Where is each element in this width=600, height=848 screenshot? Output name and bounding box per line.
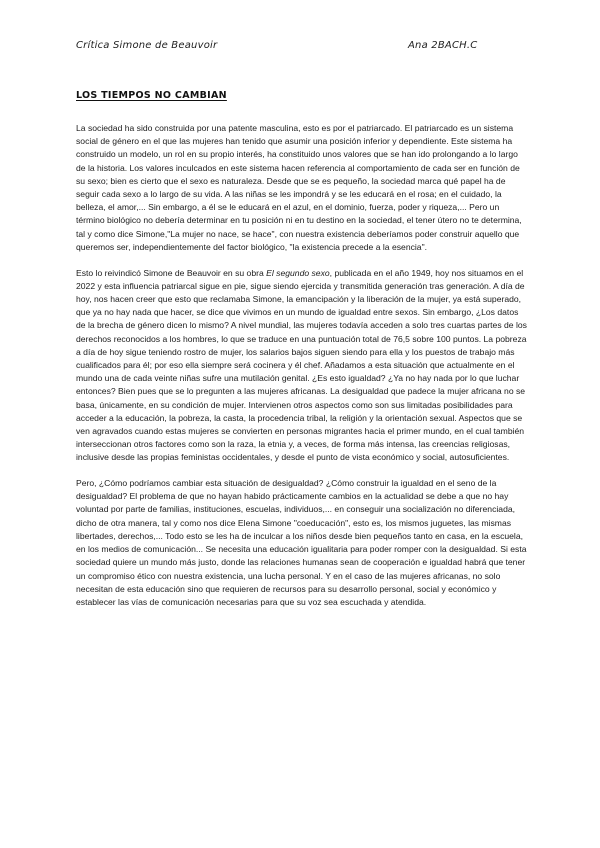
paragraph-3-text: Pero, ¿Cómo podríamos cambiar esta situación de desigualdad? ¿Cómo construir la igualdad en el seno de la desigualdad? El problema de que no hayan habido prácticamente cambios en la actualidad se debe a que no hay voluntad por parte de familias, instituciones, escuelas, individuos,... en conseguir una socialización no diferenciada, dicho de otra manera, tal y como nos dice Elena Simone "coeducación", esto es, los mismos juguetes, las mismas libertades, derechos,... Todo esto se les ha de inculcar a los niños desde bien pequeños tanto en casa, en la escuela, en los medios de comunicación... Se necesita una educación igualitaria para poder romper con la desigualdad. Si esta sociedad quiere un mundo más justo, donde las relaciones humanas sean de cooperación e igualdad habrá que tener un compromiso ético con nuestra existencia, una lucha personal. Y en el caso de las mujeres africanas, no solo necesitan de esta educación sino que requieren de recursos para su desarrollo personal, social y económico y establecer las vías de comunicación necesarias para que su voz sea escuchada y atendida. bbox=[76, 478, 527, 607]
paragraph-3 bbox=[76, 477, 528, 609]
book-title: El segundo sexo bbox=[266, 267, 330, 278]
paragraph-1 bbox=[76, 122, 528, 254]
paragraph-2 bbox=[76, 267, 528, 465]
essay-title: LOS TIEMPOS NO CAMBIAN bbox=[76, 90, 227, 101]
header-author: Ana 2BACH.C bbox=[408, 40, 478, 51]
header-course-title: Crítica Simone de Beauvoir bbox=[76, 40, 218, 51]
essay-body bbox=[76, 122, 528, 622]
paragraph-1-text: La sociedad ha sido construida por una patente masculina, esto es por el patriarcado. El patriarcado es un sistema social de género en el que las mujeres han tenido que asumir una posición inferior y dependiente. Este sistema ha construido un modelo, un rol en su propio interés, ha constituido unos valores que se han ido prolongando a lo largo de la historia. Los valores inculcados en este sistema hacen referencia al comportamiento de cada ser en función de su sexo; bien es cierto que el sexo es naturaleza. Desde que se es pequeño, la sociedad marca qué papel ha de seguir cada sexo a lo largo de su vida. A las niñas se les impondrá y se les educará en el rosa; en el cuidado, la belleza, el amor,... Sin embargo, a él se le educará en el azul, en el dominio, fuerza, poder y riqueza,... Pero un término biológico no debería determinar en tu posición ni en tu destino en la sociedad, el tener útero no te determina, tal y como dice Simone,"La mujer no nace, se hace", con nuestra existencia deberíamos poder construir aquello que queremos ser, independientemente del factor biológico, "la existencia precede a la esencia". bbox=[76, 123, 522, 252]
paragraph-2-text-b: , publicada en el año 1949, hoy nos situamos en el 2022 y esta influencia patriarcal sigue en pie, sigue siendo ejercida y transmitida generación tras generación. A día de hoy, nos hacen creer que esto que reclamaba Simone, la emancipación y la liberación de la mujer, ya está superado, que ya no hay nada que hacer, se dice que vivimos en un mundo de igualdad entre sexos. Sin embargo, ¿Los datos de la brecha de género dicen lo mismo? A nivel mundial, las mujeres todavía acceden a solo tres cuartas partes de los derechos reconocidos a los hombres, lo que se traduce en una puntuación total de 76,5 sobre 100 puntos. La pobreza a día de hoy sigue teniendo rostro de mujer, los salarios bajos siguen siendo para ella y los puestos de trabajo más cualificados para él; por eso ella siempre será cocinera y él chef. Añadamos a esta situación que actualmente en el mundo una de cada veinte niñas sufre una mutilación genital. ¿Es esto igualdad? ¿Ya no hay nada por lo que luchar entonces? Bien pues que se lo pregunten a las mujeres africanas. La desigualdad que padece la mujer africana no se basa, únicamente, en su condición de mujer. Intervienen otros aspectos como son sus limitadas posibilidades para acceder a la educación, la pobreza, la casta, la procedencia tribal, la religión y la orientación sexual. Aspectos que se ven agravados cuando estas mujeres se convierten en personas migrantes hacia el primer mundo, en el cual también interseccionan otros factores como son la raza, la etnia y, a veces, de forma más intensa, las creencias religiosas, inclusive desde las propias feministas occidentales, y desde el punto de vista económico y social, autosuficientes. bbox=[76, 267, 527, 463]
paragraph-2-text-a: Esto lo reivindicó Simone de Beauvoir en su obra bbox=[76, 267, 267, 278]
